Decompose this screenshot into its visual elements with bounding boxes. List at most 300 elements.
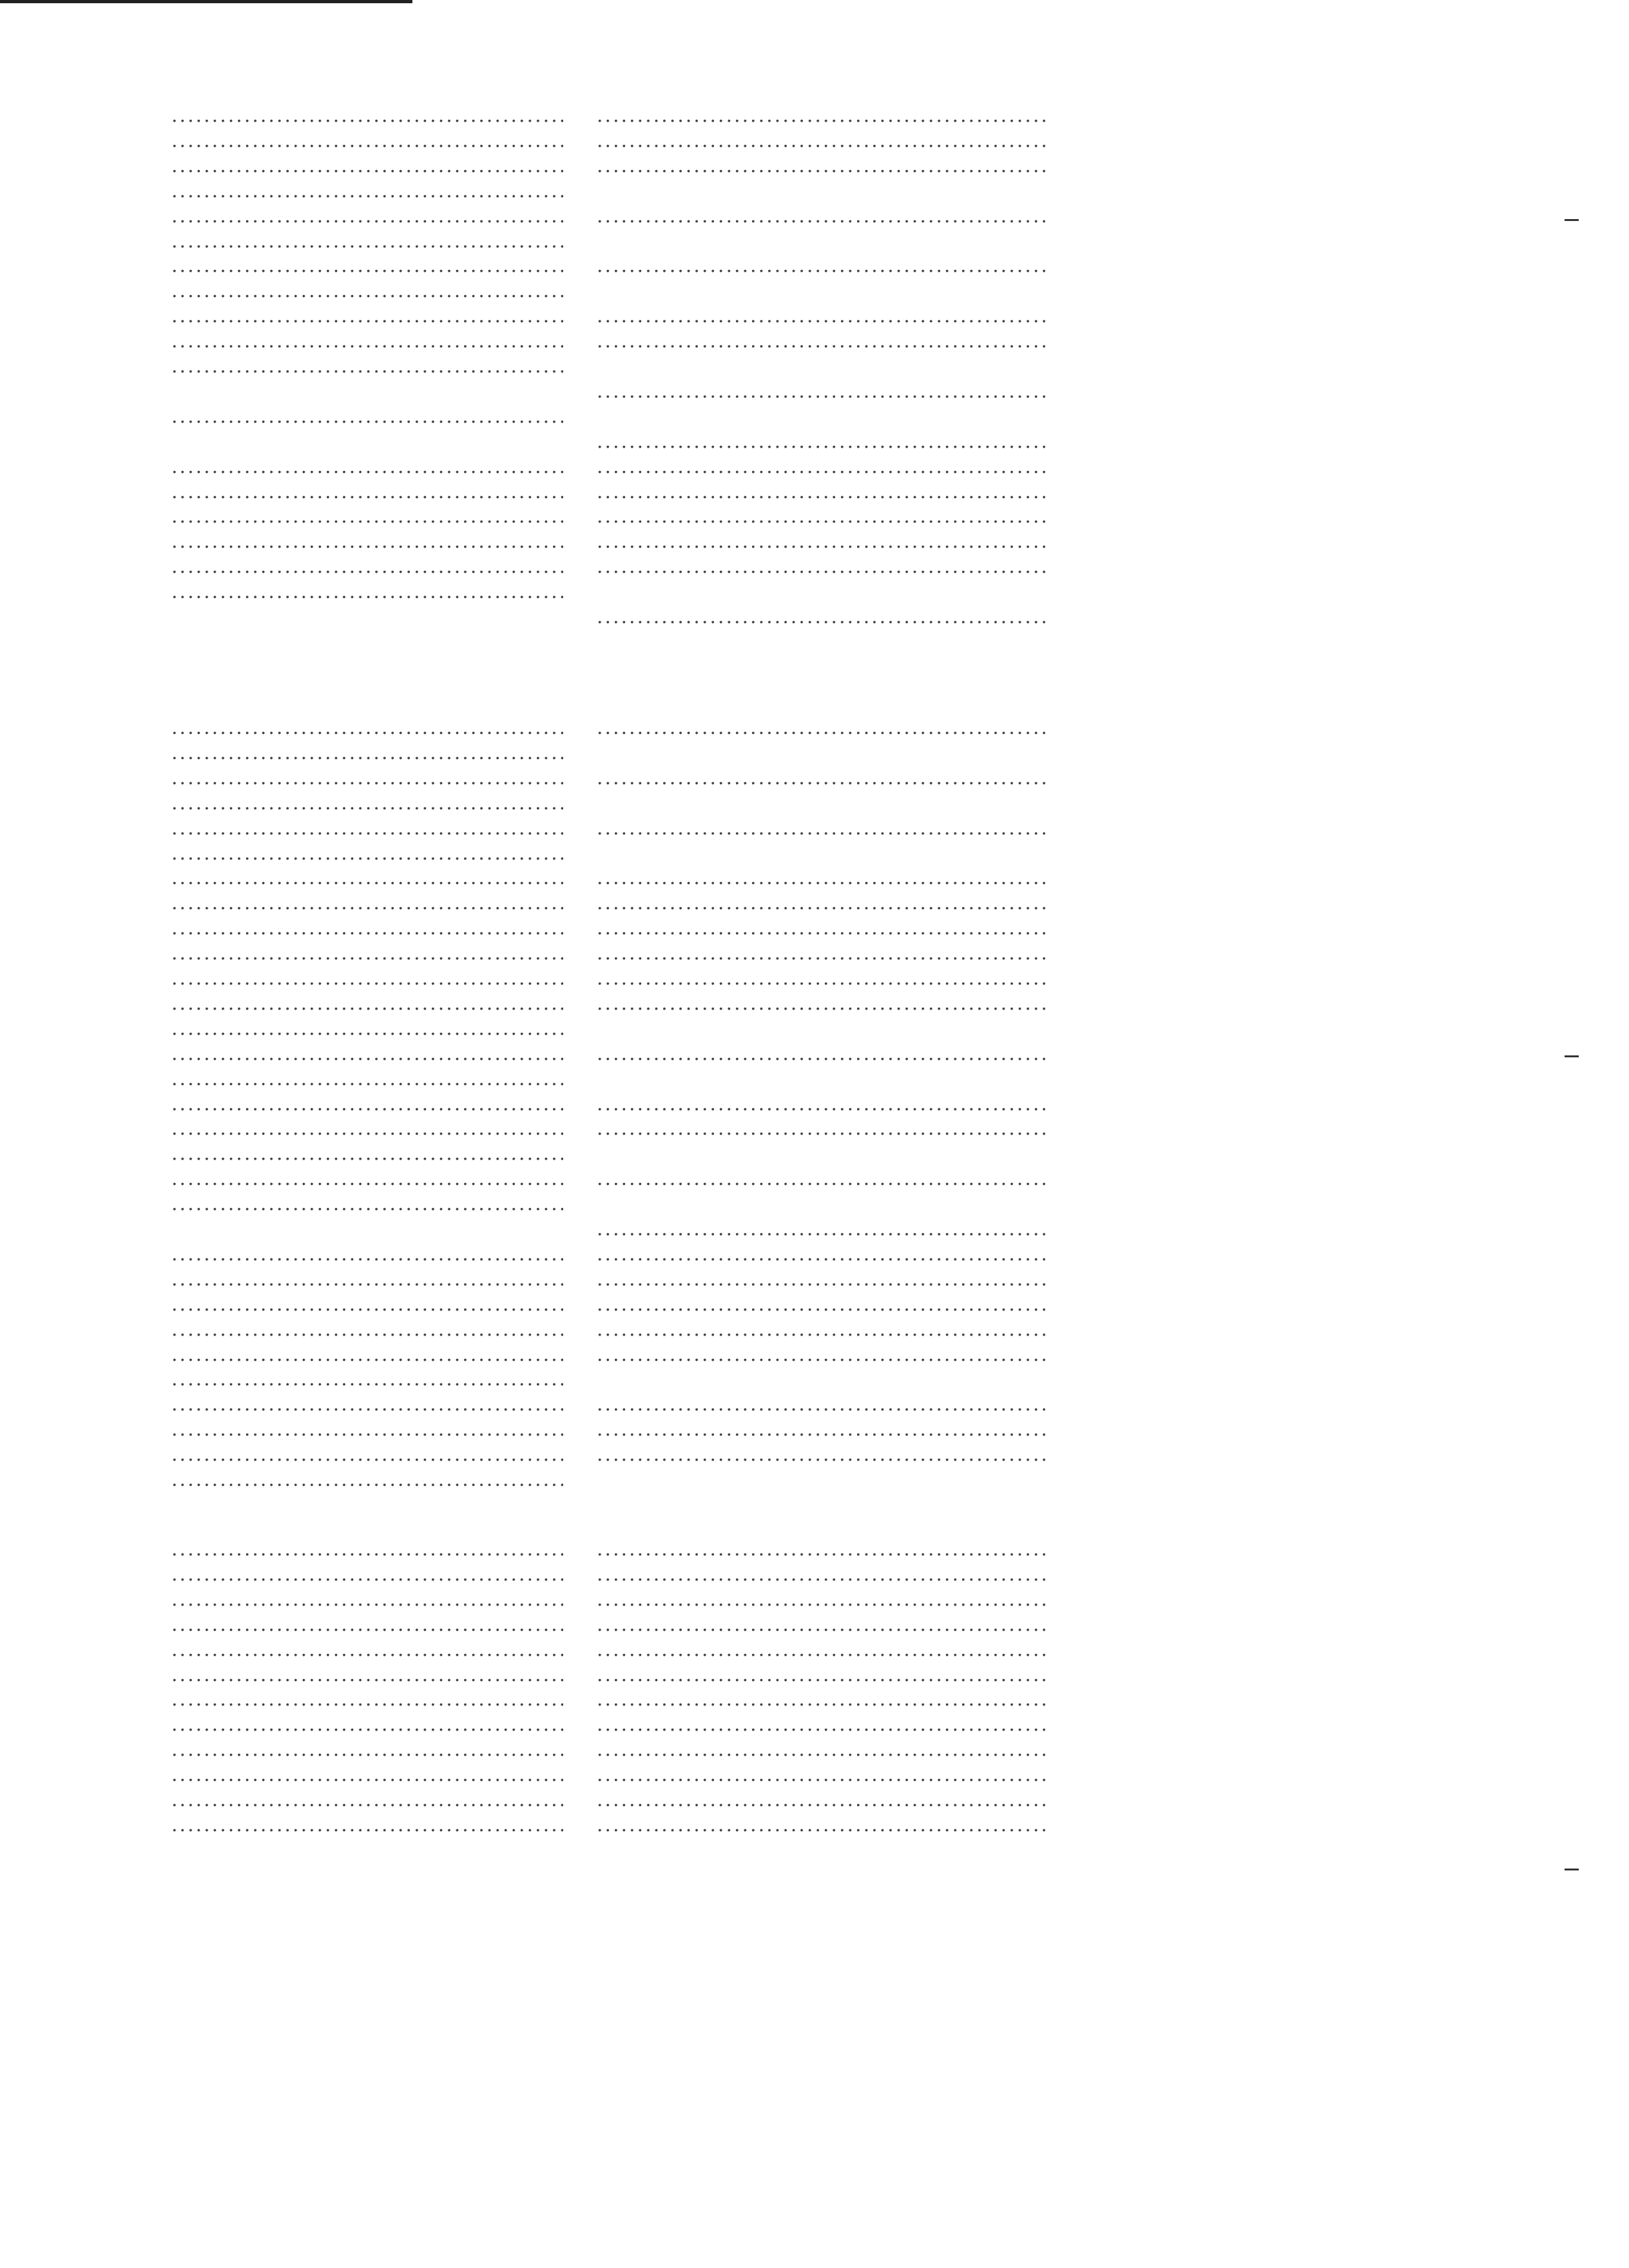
- model-cell: [169, 1712, 563, 1738]
- table-row: [0, 204, 1629, 229]
- year-cell: [79, 153, 156, 179]
- quantity-cell: [1171, 1392, 1217, 1418]
- year-cell: [79, 103, 156, 129]
- price-cell: [1224, 529, 1296, 555]
- price-cell: [1224, 1091, 1296, 1117]
- dot-leader: [171, 229, 563, 255]
- model-cell: [169, 554, 563, 580]
- price-cell: [1224, 991, 1296, 1017]
- price-cell: [1224, 103, 1296, 129]
- table-row: [0, 841, 1629, 867]
- part-number-cell: [1063, 303, 1166, 329]
- part-number-cell: [1063, 1292, 1166, 1318]
- dot-leader: [597, 715, 1045, 741]
- description-cell: [594, 128, 1045, 154]
- year-cell: [79, 1662, 156, 1688]
- quantity-cell: [1171, 865, 1217, 891]
- model-cell: [169, 1166, 563, 1192]
- quantity-cell: [1171, 1191, 1217, 1217]
- table-row: [0, 1712, 1629, 1738]
- dot-leader: [171, 1242, 563, 1267]
- year-cell: [79, 1292, 156, 1318]
- dot-leader: [597, 103, 1045, 129]
- model-cell: [169, 1662, 563, 1688]
- price-cell: [1224, 1292, 1296, 1318]
- dot-leader: [171, 841, 563, 867]
- dot-leader: [171, 354, 563, 380]
- description-cell: [594, 1367, 1045, 1392]
- year-cell: [79, 329, 156, 354]
- section-heading-10-147: [192, 1501, 206, 1527]
- dot-leader: [597, 554, 1045, 580]
- dot-leader: [171, 715, 563, 741]
- table-row: [0, 178, 1629, 204]
- description-cell: [594, 865, 1045, 891]
- quantity-cell: [1171, 1091, 1217, 1117]
- model-cell: [169, 454, 563, 480]
- dot-leader: [171, 128, 563, 154]
- table-row: [0, 765, 1629, 791]
- price-cell: [1224, 1367, 1296, 1392]
- quantity-cell: [1171, 1367, 1217, 1392]
- description-cell: [594, 379, 1045, 405]
- description-cell: [594, 1537, 1045, 1562]
- description-cell: [594, 841, 1045, 867]
- description-cell: [594, 1392, 1045, 1418]
- year-cell: [79, 303, 156, 329]
- description-cell: [594, 1762, 1045, 1788]
- dot-leader: [597, 1562, 1045, 1588]
- year-cell: [79, 278, 156, 304]
- description-cell: [594, 916, 1045, 941]
- table-row: [0, 354, 1629, 380]
- dot-leader: [597, 1587, 1045, 1613]
- price-cell: [1224, 354, 1296, 380]
- price-cell: [1224, 1687, 1296, 1713]
- price-cell: [1224, 941, 1296, 966]
- price-cell: [1224, 303, 1296, 329]
- model-cell: [169, 1267, 563, 1293]
- margin-mark: [1565, 1055, 1579, 1057]
- model-cell: [169, 715, 563, 741]
- dot-leader: [171, 1342, 563, 1368]
- model-cell: [169, 379, 563, 405]
- year-cell: [79, 1242, 156, 1267]
- dot-leader: [171, 204, 563, 229]
- table-row: [0, 1467, 1629, 1493]
- year-cell: [79, 604, 156, 630]
- price-cell: [1224, 604, 1296, 630]
- table-row: [0, 404, 1629, 430]
- table-row: [0, 1587, 1629, 1613]
- table-row: [0, 579, 1629, 605]
- dot-leader: [171, 178, 563, 204]
- description-cell: [594, 816, 1045, 841]
- price-cell: [1224, 1467, 1296, 1493]
- table-row: [0, 103, 1629, 129]
- year-cell: [79, 1737, 156, 1763]
- part-number-cell: [1063, 941, 1166, 966]
- margin-mark: [1565, 219, 1579, 221]
- quantity-cell: [1171, 529, 1217, 555]
- model-cell: [169, 429, 563, 455]
- dot-leader: [171, 1292, 563, 1318]
- part-number-cell: [1063, 153, 1166, 179]
- table-row: [0, 1267, 1629, 1293]
- dot-leader: [597, 1166, 1045, 1192]
- dot-leader: [597, 1216, 1045, 1242]
- table-row: [0, 1342, 1629, 1368]
- year-cell: [79, 504, 156, 530]
- model-cell: [169, 1242, 563, 1267]
- year-cell: [79, 128, 156, 154]
- table-row: [0, 454, 1629, 480]
- model-cell: [169, 765, 563, 791]
- year-cell: [79, 529, 156, 555]
- dot-leader: [597, 329, 1045, 354]
- dot-leader: [597, 1242, 1045, 1267]
- part-number-cell: [1063, 329, 1166, 354]
- year-cell: [79, 1537, 156, 1562]
- part-number-cell: [1063, 1712, 1166, 1738]
- part-number-cell: [1063, 1392, 1166, 1418]
- year-cell: [79, 1762, 156, 1788]
- model-cell: [169, 941, 563, 966]
- model-cell: [169, 504, 563, 530]
- price-cell: [1224, 1712, 1296, 1738]
- table-row: [0, 890, 1629, 916]
- quantity-cell: [1171, 429, 1217, 455]
- table-row: [0, 504, 1629, 530]
- description-cell: [594, 1267, 1045, 1293]
- table-row: [0, 1762, 1629, 1788]
- price-cell: [1224, 153, 1296, 179]
- table-row: [0, 529, 1629, 555]
- model-cell: [169, 890, 563, 916]
- description-cell: [594, 740, 1045, 766]
- year-cell: [79, 1342, 156, 1368]
- description-cell: [594, 404, 1045, 430]
- model-cell: [169, 1812, 563, 1838]
- part-number-cell: [1063, 1417, 1166, 1443]
- dot-leader: [171, 1267, 563, 1293]
- dot-leader: [597, 479, 1045, 505]
- quantity-cell: [1171, 1116, 1217, 1142]
- part-number-cell: [1063, 1267, 1166, 1293]
- quantity-cell: [1171, 1712, 1217, 1738]
- price-cell: [1224, 429, 1296, 455]
- year-cell: [79, 1442, 156, 1468]
- dot-leader: [171, 991, 563, 1017]
- dot-leader: [171, 916, 563, 941]
- model-cell: [169, 740, 563, 766]
- quantity-cell: [1171, 1141, 1217, 1167]
- dot-leader: [597, 1637, 1045, 1663]
- model-cell: [169, 1537, 563, 1562]
- dot-leader: [171, 153, 563, 179]
- description-cell: [594, 1417, 1045, 1443]
- price-cell: [1224, 1267, 1296, 1293]
- year-cell: [79, 1637, 156, 1663]
- description-cell: [594, 303, 1045, 329]
- dot-leader: [171, 404, 563, 430]
- description-cell: [594, 1612, 1045, 1638]
- model-cell: [169, 791, 563, 816]
- year-cell: [79, 1216, 156, 1242]
- price-cell: [1224, 1737, 1296, 1763]
- description-cell: [594, 1317, 1045, 1343]
- model-cell: [169, 1562, 563, 1588]
- dot-leader: [171, 1467, 563, 1493]
- price-cell: [1224, 1116, 1296, 1142]
- table-row: [0, 966, 1629, 992]
- model-cell: [169, 1587, 563, 1613]
- model-cell: [169, 1637, 563, 1663]
- dot-leader: [171, 791, 563, 816]
- year-cell: [79, 1166, 156, 1192]
- price-cell: [1224, 1637, 1296, 1663]
- price-cell: [1224, 1562, 1296, 1588]
- year-cell: [79, 229, 156, 255]
- quantity-cell: [1171, 153, 1217, 179]
- model-cell: [169, 253, 563, 279]
- description-cell: [594, 941, 1045, 966]
- model-cell: [169, 1191, 563, 1217]
- quantity-cell: [1171, 1467, 1217, 1493]
- dot-leader: [171, 504, 563, 530]
- quantity-cell: [1171, 941, 1217, 966]
- part-number-cell: [1063, 103, 1166, 129]
- model-cell: [169, 178, 563, 204]
- quantity-cell: [1171, 379, 1217, 405]
- dot-leader: [171, 1392, 563, 1418]
- model-cell: [169, 604, 563, 630]
- dot-leader: [597, 604, 1045, 630]
- year-cell: [79, 765, 156, 791]
- part-number-cell: [1063, 1342, 1166, 1368]
- table-row: [0, 1562, 1629, 1588]
- dot-leader: [597, 128, 1045, 154]
- part-number-cell: [1063, 1812, 1166, 1838]
- dot-leader: [171, 1712, 563, 1738]
- dot-leader: [597, 1762, 1045, 1788]
- table-row: [0, 329, 1629, 354]
- part-number-cell: [1063, 1637, 1166, 1663]
- part-number-cell: [1063, 740, 1166, 766]
- description-cell: [594, 1066, 1045, 1092]
- price-cell: [1224, 253, 1296, 279]
- part-number-cell: [1063, 765, 1166, 791]
- quantity-cell: [1171, 1612, 1217, 1638]
- dot-leader: [597, 966, 1045, 992]
- model-cell: [169, 303, 563, 329]
- part-number-cell: [1063, 791, 1166, 816]
- part-number-cell: [1063, 1737, 1166, 1763]
- year-cell: [79, 1267, 156, 1293]
- model-cell: [169, 128, 563, 154]
- table-row: [0, 1041, 1629, 1067]
- table-row: [0, 128, 1629, 154]
- part-number-cell: [1063, 1141, 1166, 1167]
- description-cell: [594, 765, 1045, 791]
- year-cell: [79, 1041, 156, 1067]
- dot-leader: [171, 765, 563, 791]
- year-cell: [79, 1587, 156, 1613]
- table-row: [0, 1612, 1629, 1638]
- model-cell: [169, 1737, 563, 1763]
- model-cell: [169, 1141, 563, 1167]
- year-cell: [79, 1317, 156, 1343]
- model-cell: [169, 204, 563, 229]
- year-cell: [79, 941, 156, 966]
- price-cell: [1224, 916, 1296, 941]
- description-cell: [594, 1712, 1045, 1738]
- year-cell: [79, 404, 156, 430]
- price-cell: [1224, 791, 1296, 816]
- price-cell: [1224, 204, 1296, 229]
- model-cell: [169, 229, 563, 255]
- part-number-cell: [1063, 404, 1166, 430]
- dot-leader: [171, 1166, 563, 1192]
- table-row: [0, 916, 1629, 941]
- table-row: [0, 1417, 1629, 1443]
- part-number-cell: [1063, 128, 1166, 154]
- year-cell: [79, 1612, 156, 1638]
- dot-leader: [597, 1267, 1045, 1293]
- table-row: [0, 1637, 1629, 1663]
- table-row: [0, 1116, 1629, 1142]
- part-number-cell: [1063, 278, 1166, 304]
- dot-leader: [171, 1442, 563, 1468]
- table-row: [0, 1442, 1629, 1468]
- dot-leader: [597, 1417, 1045, 1443]
- table-row: [0, 1317, 1629, 1343]
- dot-leader: [597, 865, 1045, 891]
- part-number-cell: [1063, 1537, 1166, 1562]
- dot-leader: [597, 890, 1045, 916]
- model-cell: [169, 479, 563, 505]
- dot-leader: [597, 1662, 1045, 1688]
- price-cell: [1224, 1242, 1296, 1267]
- model-cell: [169, 1467, 563, 1493]
- part-number-cell: [1063, 1687, 1166, 1713]
- table-row: [0, 1367, 1629, 1392]
- quantity-cell: [1171, 103, 1217, 129]
- dot-leader: [171, 103, 563, 129]
- quantity-cell: [1171, 278, 1217, 304]
- price-cell: [1224, 278, 1296, 304]
- table-row: [0, 1812, 1629, 1838]
- price-cell: [1224, 740, 1296, 766]
- quantity-cell: [1171, 841, 1217, 867]
- model-cell: [169, 1066, 563, 1092]
- price-cell: [1224, 865, 1296, 891]
- part-number-cell: [1063, 454, 1166, 480]
- table-row: [0, 1066, 1629, 1092]
- table-row: [0, 1687, 1629, 1713]
- dot-leader: [171, 303, 563, 329]
- year-cell: [79, 916, 156, 941]
- part-number-cell: [1063, 178, 1166, 204]
- model-cell: [169, 278, 563, 304]
- quantity-cell: [1171, 303, 1217, 329]
- dot-leader: [171, 1662, 563, 1688]
- dot-leader: [171, 278, 563, 304]
- dot-leader: [597, 1342, 1045, 1368]
- description-cell: [594, 1587, 1045, 1613]
- year-cell: [79, 1116, 156, 1142]
- quantity-cell: [1171, 1166, 1217, 1192]
- description-cell: [594, 1141, 1045, 1167]
- table-row: [0, 740, 1629, 766]
- part-number-cell: [1063, 1116, 1166, 1142]
- section-heading-10-146: [192, 678, 206, 704]
- table-row: [0, 1242, 1629, 1267]
- table-row: [0, 816, 1629, 841]
- price-cell: [1224, 178, 1296, 204]
- description-cell: [594, 715, 1045, 741]
- model-cell: [169, 354, 563, 380]
- table-row: [0, 715, 1629, 741]
- year-cell: [79, 966, 156, 992]
- dot-leader: [597, 1712, 1045, 1738]
- description-cell: [594, 1737, 1045, 1763]
- dot-leader: [597, 454, 1045, 480]
- dot-leader: [171, 529, 563, 555]
- quantity-cell: [1171, 1066, 1217, 1092]
- part-number-cell: [1063, 1562, 1166, 1588]
- dot-leader: [597, 303, 1045, 329]
- table-row: [0, 941, 1629, 966]
- table-row: [0, 1216, 1629, 1242]
- table-row: [0, 1537, 1629, 1562]
- price-cell: [1224, 1442, 1296, 1468]
- quantity-cell: [1171, 454, 1217, 480]
- quantity-cell: [1171, 178, 1217, 204]
- quantity-cell: [1171, 991, 1217, 1017]
- dot-leader: [171, 1317, 563, 1343]
- dot-leader: [597, 1091, 1045, 1117]
- dot-leader: [171, 1141, 563, 1167]
- description-cell: [594, 1342, 1045, 1368]
- model-cell: [169, 529, 563, 555]
- quantity-cell: [1171, 1537, 1217, 1562]
- quantity-cell: [1171, 715, 1217, 741]
- quantity-cell: [1171, 579, 1217, 605]
- quantity-cell: [1171, 966, 1217, 992]
- price-cell: [1224, 1216, 1296, 1242]
- top-rule: [0, 0, 412, 3]
- table-row: [0, 791, 1629, 816]
- quantity-cell: [1171, 1587, 1217, 1613]
- model-cell: [169, 1417, 563, 1443]
- year-cell: [79, 454, 156, 480]
- part-number-cell: [1063, 1367, 1166, 1392]
- year-cell: [79, 1141, 156, 1167]
- quantity-cell: [1171, 1787, 1217, 1813]
- dot-leader: [597, 504, 1045, 530]
- dot-leader: [171, 941, 563, 966]
- price-cell: [1224, 1016, 1296, 1042]
- dot-leader: [597, 253, 1045, 279]
- model-cell: [169, 329, 563, 354]
- year-cell: [79, 1066, 156, 1092]
- dot-leader: [171, 253, 563, 279]
- price-cell: [1224, 554, 1296, 580]
- dot-leader: [171, 1687, 563, 1713]
- quantity-cell: [1171, 816, 1217, 841]
- model-cell: [169, 841, 563, 867]
